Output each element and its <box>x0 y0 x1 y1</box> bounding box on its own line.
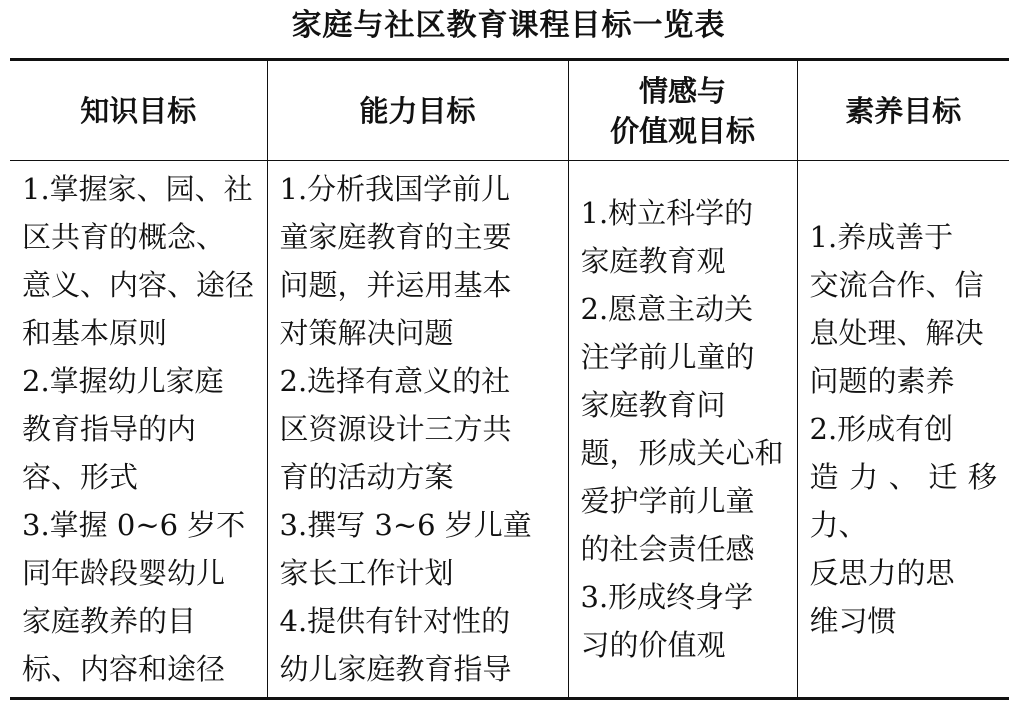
document-title: 家庭与社区教育课程目标一览表 <box>291 8 726 43</box>
header-emotion-label: 情感与 价值观目标 <box>609 73 755 148</box>
emotion-goals-text: 1.树立科学的 家庭教育观 2.愿意主动关 注学前儿童的 家庭教育问 题，形成关心和 爱护学前儿童 的社会责任感 3.形成终身学 习的价值观 <box>580 196 784 662</box>
content-row <box>10 161 1009 699</box>
knowledge-goals-text: 1.掌握家、园、社 区共育的概念、 意义、内容、途径 和基本原则 2.掌握幼儿家庭 教育指导的内 容、形式 3.掌握 0~6 岁不 同年龄段婴幼儿 家庭教养的目 标、内容和途径 <box>22 172 255 686</box>
cell-emotion-values-goals <box>568 161 797 699</box>
cell-ability-goals <box>267 161 568 699</box>
header-knowledge-goals <box>10 60 267 161</box>
header-row <box>10 60 1009 161</box>
header-ability-label: 能力目标 <box>359 93 476 128</box>
cell-knowledge-goals <box>10 161 267 699</box>
cell-literacy-goals <box>797 161 1009 699</box>
header-literacy-goals <box>797 60 1009 161</box>
ability-goals-text: 1.分析我国学前儿 童家庭教育的主要 问题，并运用基本 对策解决问题 2.选择有意义的社 区资源设计三方共 育的活动方案 3.撰写 3~6 岁儿童 家长工作计划 4.提供有针对性的 幼儿家庭教育指导 <box>279 172 532 686</box>
header-knowledge-label: 知识目标 <box>80 93 197 128</box>
header-literacy-label: 素养目标 <box>845 93 962 128</box>
literacy-goals-text: 1.养成善于 交流合作、信 息处理、解决 问题的素养 2.形成有创 造力、迁移力、 反思力的思 维习惯 <box>809 220 997 638</box>
header-emotion-values-goals <box>568 60 797 161</box>
header-ability-goals <box>267 60 568 161</box>
goals-table <box>10 58 1009 700</box>
